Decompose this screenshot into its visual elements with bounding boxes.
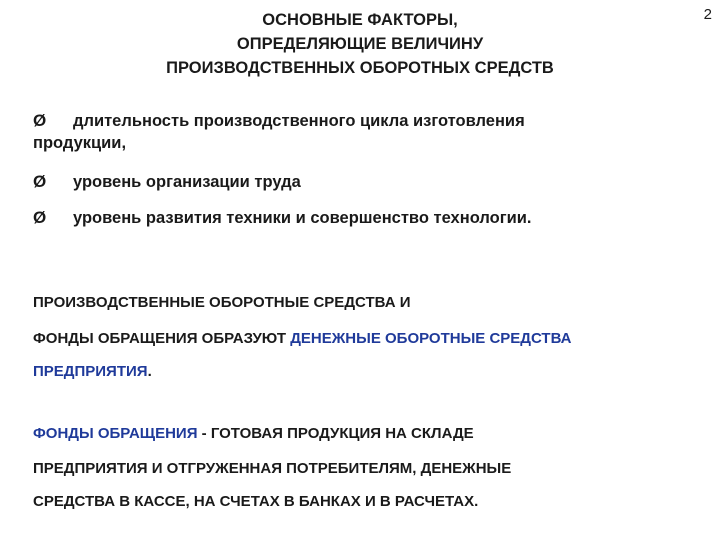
page-title — [60, 8, 660, 80]
arrow-bullet-icon: Ø — [33, 208, 47, 227]
arrow-bullet-icon: Ø — [33, 111, 47, 130]
bullet-text: длительность производственного цикла изготовления — [73, 112, 525, 130]
para1-highlight: ДЕНЕЖНЫЕ ОБОРОТНЫЕ СРЕДСТВА — [290, 330, 572, 347]
para1-text: ФОНДЫ ОБРАЩЕНИЯ ОБРАЗУЮТ — [33, 330, 291, 347]
bullet-item-cycle — [33, 110, 693, 154]
bullet-item-labor — [33, 171, 693, 193]
para2-definition: - ГОТОВАЯ ПРОДУКЦИЯ НА СКЛАДЕ — [197, 425, 474, 442]
bullet-text-continued: продукции, — [33, 134, 127, 152]
slide-number: 2 — [703, 6, 712, 23]
para1-highlight-cont: ПРЕДПРИЯТИЯ — [33, 363, 148, 380]
para2-line-1 — [33, 424, 703, 444]
para2-line-2: ПРЕДПРИЯТИЯ И ОТГРУЖЕННАЯ ПОТРЕБИТЕЛЯМ, ДЕНЕЖНЫЕ — [33, 460, 512, 477]
bullet-text: уровень развития техники и совершенство технологии. — [73, 209, 532, 227]
title-line-2: ОПРЕДЕЛЯЮЩИЕ ВЕЛИЧИНУ — [236, 35, 484, 53]
para1-line-3 — [33, 362, 703, 382]
para1-line-2 — [33, 329, 703, 349]
para2-line-3: СРЕДСТВА В КАССЕ, НА СЧЕТАХ В БАНКАХ И В РАСЧЕТАХ. — [33, 493, 479, 510]
para2-term: ФОНДЫ ОБРАЩЕНИЯ — [33, 425, 198, 442]
para1-line-1: ПРОИЗВОДСТВЕННЫЕ ОБОРОТНЫЕ СРЕДСТВА И — [33, 294, 411, 311]
para1-period: . — [147, 363, 152, 380]
title-line-1: ОСНОВНЫЕ ФАКТОРЫ, — [262, 11, 458, 29]
bullet-item-technology — [33, 207, 693, 229]
title-line-3: ПРОИЗВОДСТВЕННЫХ ОБОРОТНЫХ СРЕДСТВ — [166, 59, 554, 77]
bullet-text: уровень организации труда — [73, 173, 301, 191]
arrow-bullet-icon: Ø — [33, 172, 47, 191]
